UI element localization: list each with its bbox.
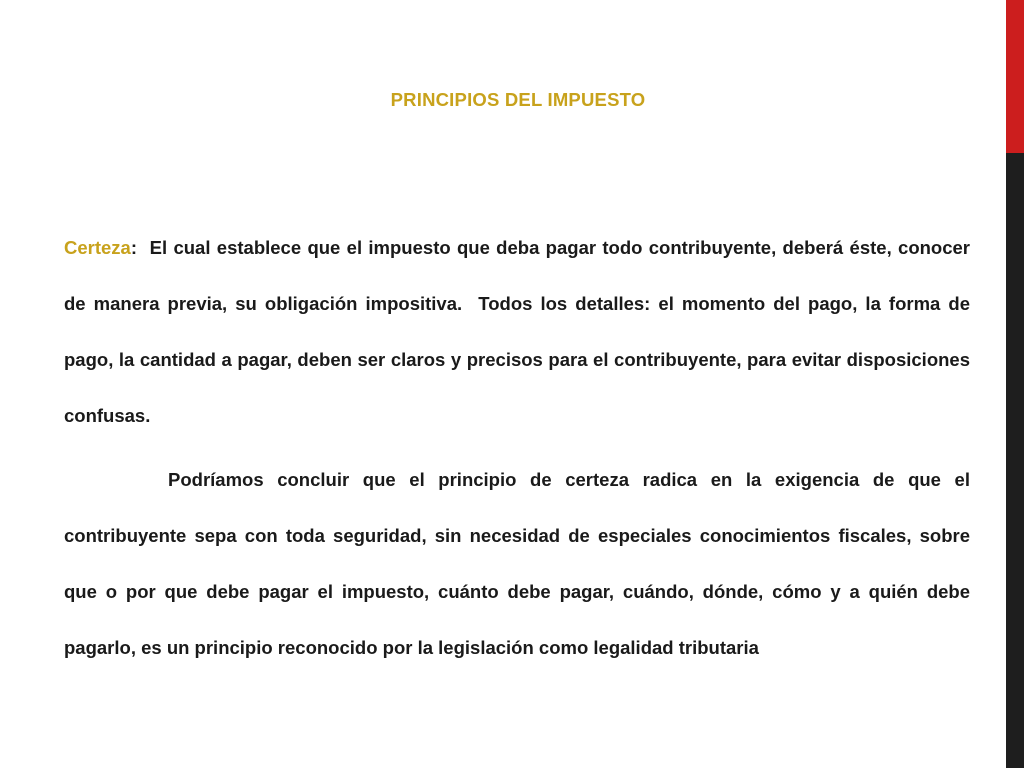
side-bar-black-segment bbox=[1006, 153, 1024, 768]
paragraph-certeza-text: El cual establece que el impuesto que deba pagar todo contribuyente, deberá éste, conocer de manera previa, su obligación impositiva. Todos los detalles: el momento del pago, la forma de pago, la cantidad a pagar, deben ser claros y precisos para el contribuyente, para evitar disposiciones confusas. bbox=[64, 237, 976, 426]
paragraph-conclusion bbox=[64, 452, 970, 676]
side-accent-bar bbox=[1006, 0, 1024, 768]
paragraph-conclusion-text: Podríamos concluir que el principio de certeza radica en la exigencia de que el contribuyente sepa con toda seguridad, sin necesidad de especiales conocimientos fiscales, sobre que o por que debe pagar el impuesto, cuánto debe pagar, cuándo, dónde, cómo y a quién debe pagarlo, es un principio reconocido por la legislación como legalidad tributaria bbox=[64, 469, 970, 658]
term-separator: : bbox=[130, 237, 138, 258]
slide-body bbox=[64, 220, 976, 676]
paragraph-certeza bbox=[64, 220, 976, 444]
slide-title: PRINCIPIOS DEL IMPUESTO bbox=[390, 89, 646, 110]
term-certeza: Certeza bbox=[64, 237, 131, 258]
side-bar-red-segment bbox=[1006, 0, 1024, 153]
